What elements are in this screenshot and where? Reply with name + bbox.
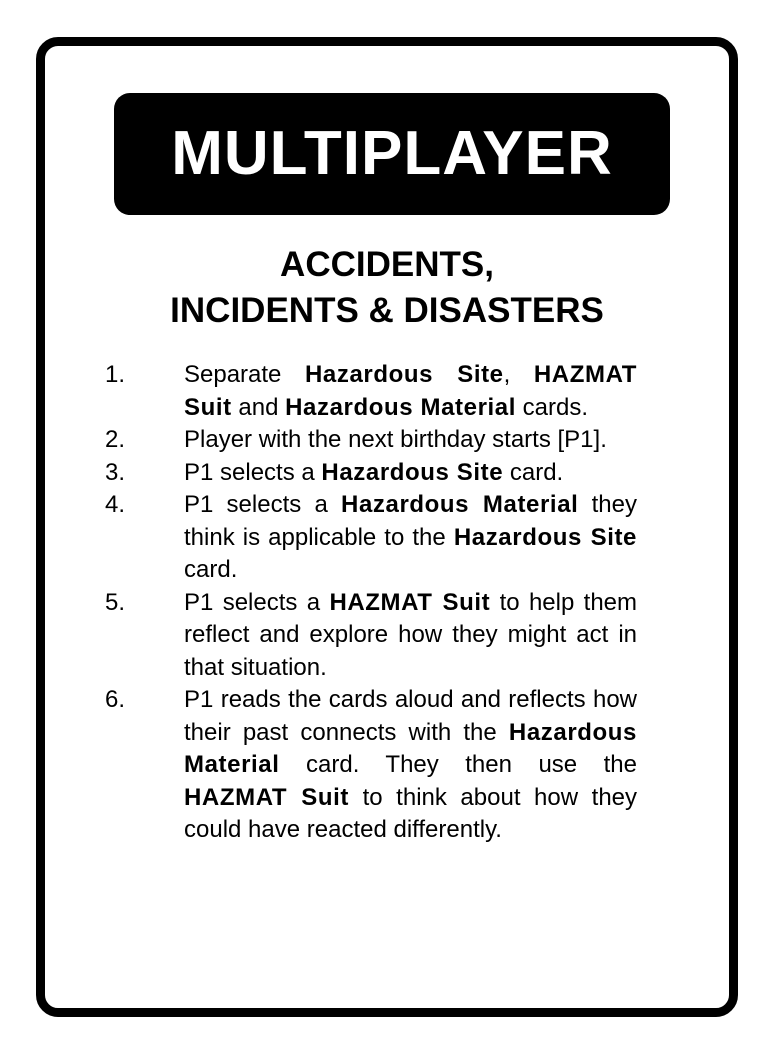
rule-card-name: Hazardous Site: [304, 361, 504, 388]
rule-text-segment: ,: [503, 361, 534, 388]
rule-number: 6.: [105, 686, 126, 713]
rule-number: 2.: [105, 426, 126, 453]
rule-card-name: Hazardous Site: [453, 523, 638, 551]
rule-item: [105, 457, 655, 490]
rule-text-segment: card. They then use the: [279, 751, 637, 778]
rule-text: [184, 489, 637, 587]
rule-item: [105, 424, 655, 457]
rule-text: [184, 359, 637, 424]
subtitle-line-2: INCIDENTS & DISASTERS: [170, 291, 604, 330]
title-banner: [114, 93, 670, 215]
rule-text-segment: P1 reads the cards aloud and reflects how their past connects with the: [184, 686, 637, 746]
rule-item: [105, 684, 655, 847]
rule-number: 4.: [105, 491, 126, 518]
banner-title: MULTIPLAYER: [171, 119, 613, 188]
rule-card-name: HAZMAT Suit: [329, 588, 491, 616]
rule-text-segment: cards.: [516, 393, 589, 421]
rule-text-segment: card.: [184, 556, 238, 583]
rule-number: 3.: [105, 458, 126, 486]
card-subtitle: [45, 242, 729, 334]
rule-text-segment: to think about how they could have reacted differently.: [184, 783, 638, 843]
rule-card-name: Hazardous Material: [285, 393, 516, 421]
rule-text-segment: Separate: [184, 361, 305, 388]
rule-text: [184, 457, 637, 490]
rule-text-segment: they think is applicable to the: [184, 491, 637, 551]
rule-text: [184, 587, 637, 685]
rules-card: [36, 37, 738, 1017]
rule-number: 1.: [105, 361, 126, 388]
rule-text-segment: and: [231, 393, 286, 421]
rule-text-segment: P1 selects a: [184, 491, 342, 518]
rule-card-name: HAZMAT Suit: [184, 783, 350, 811]
rule-text-segment: card.: [503, 458, 564, 486]
rule-text-segment: to help them reflect and explore how they might act in that situation.: [184, 588, 638, 681]
rule-card-name: Hazardous Material: [184, 718, 637, 778]
rule-text: [184, 684, 637, 847]
rule-card-name: Hazardous Site: [321, 458, 504, 486]
rule-item: [105, 359, 655, 424]
rule-number: 5.: [105, 588, 126, 616]
rule-item: [105, 489, 655, 587]
rule-card-name: HAZMAT Suit: [184, 361, 638, 421]
rule-card-name: Hazardous Material: [341, 491, 579, 518]
rule-text-segment: P1 selects a: [184, 458, 322, 486]
rule-item: [105, 587, 655, 685]
subtitle-line-1: ACCIDENTS,: [280, 245, 494, 284]
rule-text-segment: Player with the next birthday starts [P1].: [184, 426, 607, 453]
rule-text-segment: P1 selects a: [184, 588, 330, 616]
rule-text: [184, 424, 637, 457]
rules-list: [105, 359, 655, 847]
